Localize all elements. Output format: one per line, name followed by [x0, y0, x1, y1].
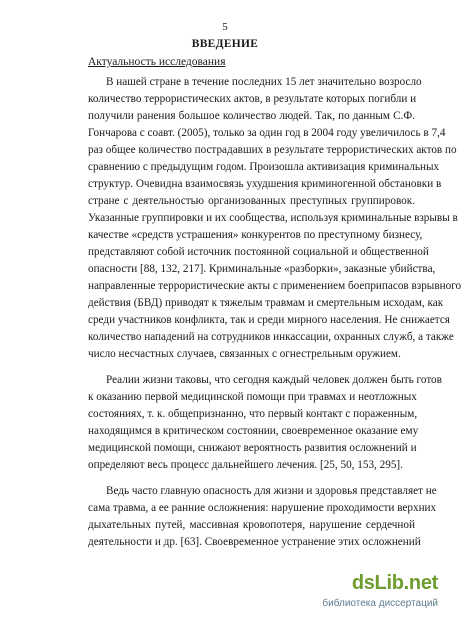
text-line: количество нападений на сотрудников инкассации, охранных служб, а также — [88, 331, 454, 343]
text-line: представляют собой источник постоянной социальной и общественной — [88, 246, 429, 258]
text-line: В нашей стране в течение последних 15 лет значительно возросло — [106, 76, 422, 88]
watermark-logo: dsLib.net — [351, 572, 438, 594]
watermark — [288, 572, 438, 616]
text-line: находящимся в критическом состоянии, своевременное оказание ему — [88, 425, 419, 437]
subsection-heading: Актуальность исследования — [88, 56, 226, 68]
text-line: действия (БВД) приводят к тяжелым травмам и смертельным исходам, как — [88, 297, 444, 309]
text-line: качестве «средств устрашения» конкурентов по преступному бизнесу, — [88, 229, 423, 241]
text-line: структур. Очевидна взаимосвязь ухудшения криминогенной обстановки в — [88, 178, 442, 190]
text-line: Реалии жизни таковы, что сегодня каждый человек должен быть готов — [106, 374, 442, 386]
text-line: направленные террористические акты с применением боеприпасов взрывного — [88, 280, 461, 292]
text-line: сама травма, а ее ранние осложнения: нарушение проходимости верхних — [88, 502, 437, 514]
text-line: опасности [88, 132, 217]. Криминальные «разборки», заказные убийства, — [88, 263, 436, 275]
text-line: количество террористических актов, в результате которых погибли и — [88, 93, 417, 105]
watermark-subtitle: библиотека диссертаций — [322, 598, 438, 609]
text-line: к оказанию первой медицинской помощи при травмах и неотложных — [88, 391, 417, 403]
text-line: стране с деятельностью организованных преступных группировок. — [88, 195, 415, 207]
text-line: состояниях, т. к. общепризнанно, что первый контакт с пораженным, — [88, 408, 418, 420]
page-number: 5 — [222, 21, 228, 33]
text-line: Ведь часто главную опасность для жизни и здоровья представляет не — [106, 485, 437, 497]
text-line: Гончарова с соавт. (2005), только за один год в 2004 году увеличилось в 7,4 — [88, 127, 446, 139]
text-line: деятельности и др. [63]. Своевременное устранение этих осложнений — [88, 536, 421, 548]
section-heading: ВВЕДЕНИЕ — [191, 38, 259, 50]
text-line: число несчастных случаев, связанных с огнестрельным оружием. — [88, 348, 401, 360]
text-line: медицинской помощи, снижают вероятность развития осложнений и — [88, 442, 417, 454]
text-line: Указанные группировки и их сообщества, используя криминальные взрывы в — [88, 212, 458, 224]
text-line: получили ранения большое количество людей. Так, по данным С.Ф. — [88, 110, 415, 122]
text-line: среди участников конфликта, так и среди мирного населения. Не снижается — [88, 314, 450, 326]
text-line: сравнению с предыдущим годом. Произошла активизация криминальных — [88, 161, 440, 173]
text-line: определяют весь процесс дальнейшего лечения. [25, 50, 153, 295]. — [88, 459, 403, 471]
text-line: дыхательных путей, массивная кровопотеря, нарушение сердечной — [88, 519, 415, 531]
text-line: раз общее количество пострадавших в результате террористических актов по — [88, 144, 457, 156]
